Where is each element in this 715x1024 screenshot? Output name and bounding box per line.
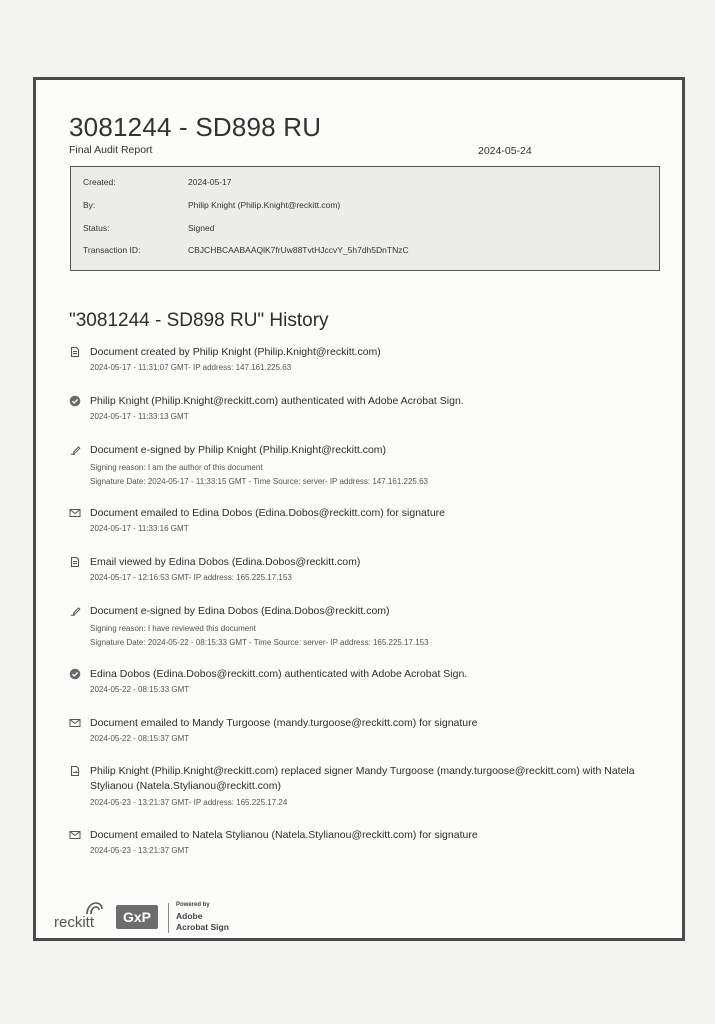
event-text: Document emailed to Mandy Turgoose (mandy.turgoose@reckitt.com) for signature — [90, 717, 478, 729]
summary-value: 2024-05-17 — [188, 177, 232, 187]
document-icon — [69, 346, 81, 358]
summary-value: CBJCHBCAABAAQlK7frUw88TvtHJccvY_5h7dh5DnTNzC — [188, 245, 409, 255]
powered-by-label: Powered by — [176, 902, 210, 908]
summary-box — [70, 166, 660, 271]
event-detail: 2024-05-17 - 11:33:16 GMT — [90, 524, 189, 533]
event-detail: Signing reason: I have reviewed this document — [90, 624, 256, 633]
summary-label: Transaction ID: — [83, 245, 141, 255]
adobe-label: Adobe — [176, 911, 203, 921]
event-text: Philip Knight (Philip.Knight@reckitt.com) authenticated with Adobe Acrobat Sign. — [90, 395, 464, 407]
event-detail: 2024-05-17 - 11:33:13 GMT — [90, 412, 189, 421]
event-text: Document e-signed by Edina Dobos (Edina.Dobos@reckitt.com) — [90, 605, 390, 617]
pen-sign-icon — [69, 444, 81, 456]
event-text: Document emailed to Edina Dobos (Edina.Dobos@reckitt.com) for signature — [90, 507, 445, 519]
email-icon — [69, 717, 81, 729]
event-text: Document created by Philip Knight (Philip.Knight@reckitt.com) — [90, 346, 381, 358]
event-detail: Signature Date: 2024-05-22 - 08:15:33 GMT - Time Source: server- IP address: 165.225.17.153 — [90, 638, 429, 647]
event-text: Document emailed to Natela Stylianou (Natela.Stylianou@reckitt.com) for signature — [90, 829, 478, 841]
summary-row-status — [71, 223, 659, 239]
event-detail: 2024-05-22 - 08:15:37 GMT — [90, 734, 190, 743]
summary-row-transaction — [71, 245, 659, 261]
summary-label: Created: — [83, 177, 116, 187]
footer-divider — [168, 903, 169, 933]
check-circle-icon — [69, 668, 81, 680]
reckitt-logo: reckitt — [54, 914, 95, 931]
check-circle-icon — [69, 395, 81, 407]
history-title: "3081244 - SD898 RU" History — [69, 310, 329, 331]
footer-branding — [54, 900, 254, 936]
event-detail: Signing reason: I am the author of this document — [90, 463, 263, 472]
event-text: Edina Dobos (Edina.Dobos@reckitt.com) authenticated with Adobe Acrobat Sign. — [90, 668, 468, 680]
event-detail: 2024-05-17 - 11:31:07 GMT- IP address: 147.161.225.63 — [90, 363, 292, 372]
gxp-logo: GxP — [116, 905, 158, 929]
summary-label: By: — [83, 200, 96, 210]
summary-row-by — [71, 200, 659, 216]
event-detail: 2024-05-23 - 13:21:37 GMT- IP address: 165.225.17.24 — [90, 798, 288, 807]
replace-icon — [69, 765, 81, 777]
summary-row-created — [71, 177, 659, 193]
event-text: Document e-signed by Philip Knight (Philip.Knight@reckitt.com) — [90, 444, 387, 456]
event-detail: 2024-05-17 - 12:16:53 GMT- IP address: 165.225.17.153 — [90, 573, 292, 582]
email-icon — [69, 507, 81, 519]
event-detail: 2024-05-22 - 08:15:33 GMT — [90, 685, 190, 694]
document-title: 3081244 - SD898 RU — [69, 112, 322, 142]
acrobat-sign-label: Acrobat Sign — [176, 922, 229, 932]
summary-value: Philip Knight (Philip.Knight@reckitt.com) — [188, 200, 341, 210]
email-icon — [69, 829, 81, 841]
event-detail: 2024-05-23 - 13:21:37 GMT — [90, 846, 190, 855]
report-date: 2024-05-24 — [478, 145, 532, 157]
event-text: Email viewed by Edina Dobos (Edina.Dobos@reckitt.com) — [90, 556, 361, 568]
audit-report-page — [33, 77, 685, 941]
pen-sign-icon — [69, 605, 81, 617]
report-subtitle: Final Audit Report — [69, 144, 153, 156]
summary-value: Signed — [188, 223, 215, 233]
event-text: Philip Knight (Philip.Knight@reckitt.com) replaced signer Mandy Turgoose (mandy.turgoose@reckitt.com) with Natela Stylianou (Natela.Stylianou@reckitt.com) — [90, 765, 635, 792]
document-icon — [69, 556, 81, 568]
summary-label: Status: — [83, 223, 110, 233]
event-detail: Signature Date: 2024-05-17 - 11:33:15 GMT - Time Source: server- IP address: 147.161.225.63 — [90, 477, 428, 486]
